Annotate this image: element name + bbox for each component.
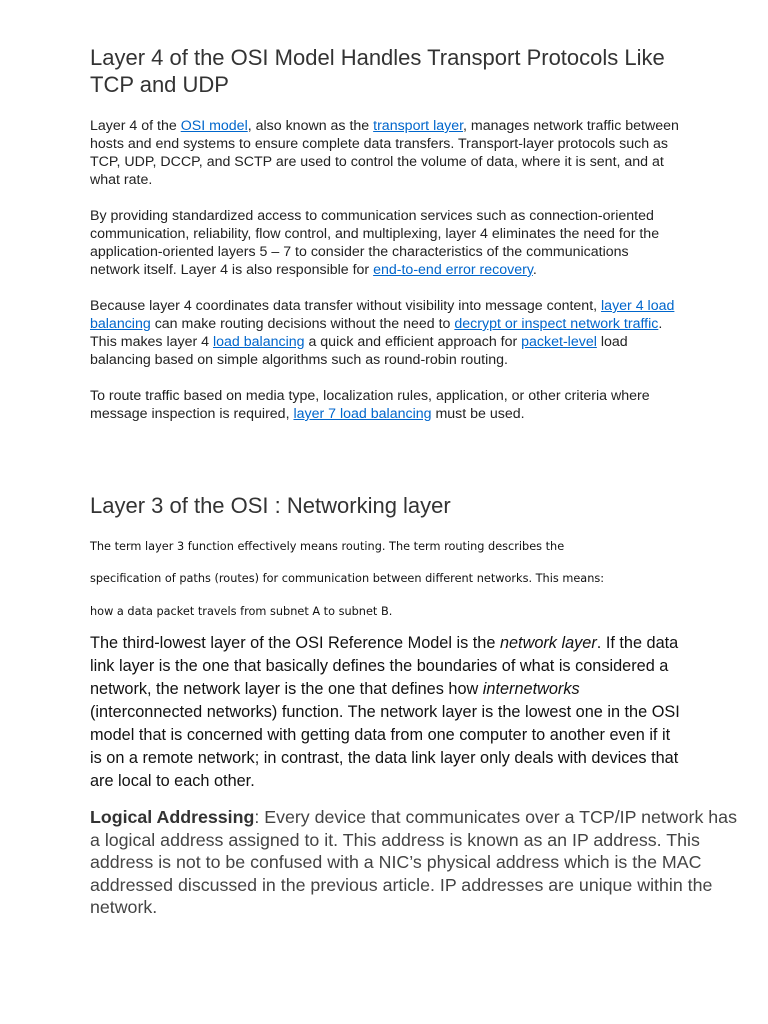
small-line-2: specification of paths (routes) for communication between different networks. This means:: [90, 572, 605, 585]
text: . This makes layer 4: [90, 316, 663, 350]
section-layer3: [90, 492, 737, 919]
link-layer-7-load-balancing[interactable]: layer 7 load balancing: [293, 406, 432, 422]
small-line-3: how a data packet travels from subnet A to subnet B.: [90, 605, 393, 618]
text: (interconnected networks) function. The network layer is the lowest one in the OSI model that is concerned with getting data from one computer to another even if it is on a remote network; in contrast, the data link layer only deals with devices that are local to each other.: [90, 703, 680, 790]
paragraph-logical-addressing: [90, 806, 750, 919]
link-decrypt-inspect-traffic[interactable]: decrypt or inspect network traffic: [454, 316, 659, 332]
text: Layer 4 of the: [90, 118, 181, 134]
text: can make routing decisions without the need to: [150, 316, 455, 332]
link-packet-level[interactable]: packet-level: [521, 334, 597, 350]
section-title-layer3: Layer 3 of the OSI : Networking layer: [90, 493, 451, 518]
paragraph-network-layer: [90, 632, 680, 793]
link-layer-4-load-balancing[interactable]: layer 4 load balancing: [90, 298, 675, 332]
link-osi-model[interactable]: OSI model: [180, 118, 248, 134]
paragraph-intro: [90, 117, 680, 189]
section-title-layer4: Layer 4 of the OSI Model Handles Transport Protocols Like TCP and UDP: [90, 45, 665, 97]
text: , manages network traffic between hosts and end systems to ensure complete data transfers. Transport-layer protocols such as TCP, UDP, DCCP, and SCTP are used to control the volume of data, where it is sent, and at what rate.: [90, 118, 679, 188]
text: The third-lowest layer of the OSI Reference Model is the: [90, 634, 500, 652]
text: Because layer 4 coordinates data transfer without visibility into message content,: [90, 298, 602, 314]
text: .: [532, 262, 537, 278]
text: , also known as the: [247, 118, 374, 134]
link-end-to-end-error-recovery[interactable]: end-to-end error recovery: [373, 262, 533, 278]
link-transport-layer[interactable]: transport layer: [373, 118, 464, 134]
text: : Every device that communicates over a TCP/IP network has a logical address assigned to it. This address is known as an IP address. This address is not to be confused with a NIC’s physical address which is the MAC addressed discussed in the previous article. IP addresses are unique within the network.: [90, 807, 737, 917]
term-internetworks: internetworks: [482, 680, 580, 698]
section-layer4: [90, 44, 690, 423]
logical-addressing-heading: Logical Addressing: [90, 807, 255, 827]
link-load-balancing[interactable]: load balancing: [213, 334, 305, 350]
term-network-layer: network layer: [499, 634, 597, 652]
text: must be used.: [431, 406, 525, 422]
text: To route traffic based on media type, localization rules, application, or other criteria where message inspection is required,: [90, 388, 650, 422]
text: load balancing based on simple algorithms such as round-robin routing.: [90, 334, 628, 368]
text: a quick and efficient approach for: [304, 334, 522, 350]
text: . If the data link layer is the one that basically defines the boundaries of what is considered a network, the network layer is the one that defines how: [90, 634, 679, 698]
small-line-1: The term layer 3 function effectively means routing. The term routing describes the: [90, 540, 565, 553]
paragraph-services: [90, 207, 680, 279]
paragraph-load-balancing: [90, 297, 680, 369]
text: By providing standardized access to communication services such as connection-oriented communication, reliability, flow control, and multiplexing, layer 4 eliminates the need for the application-oriented layers 5 – 7 to consider the characteristics of the communications network itself. Layer 4 is also responsible for: [90, 208, 660, 278]
paragraph-layer7: [90, 387, 680, 423]
